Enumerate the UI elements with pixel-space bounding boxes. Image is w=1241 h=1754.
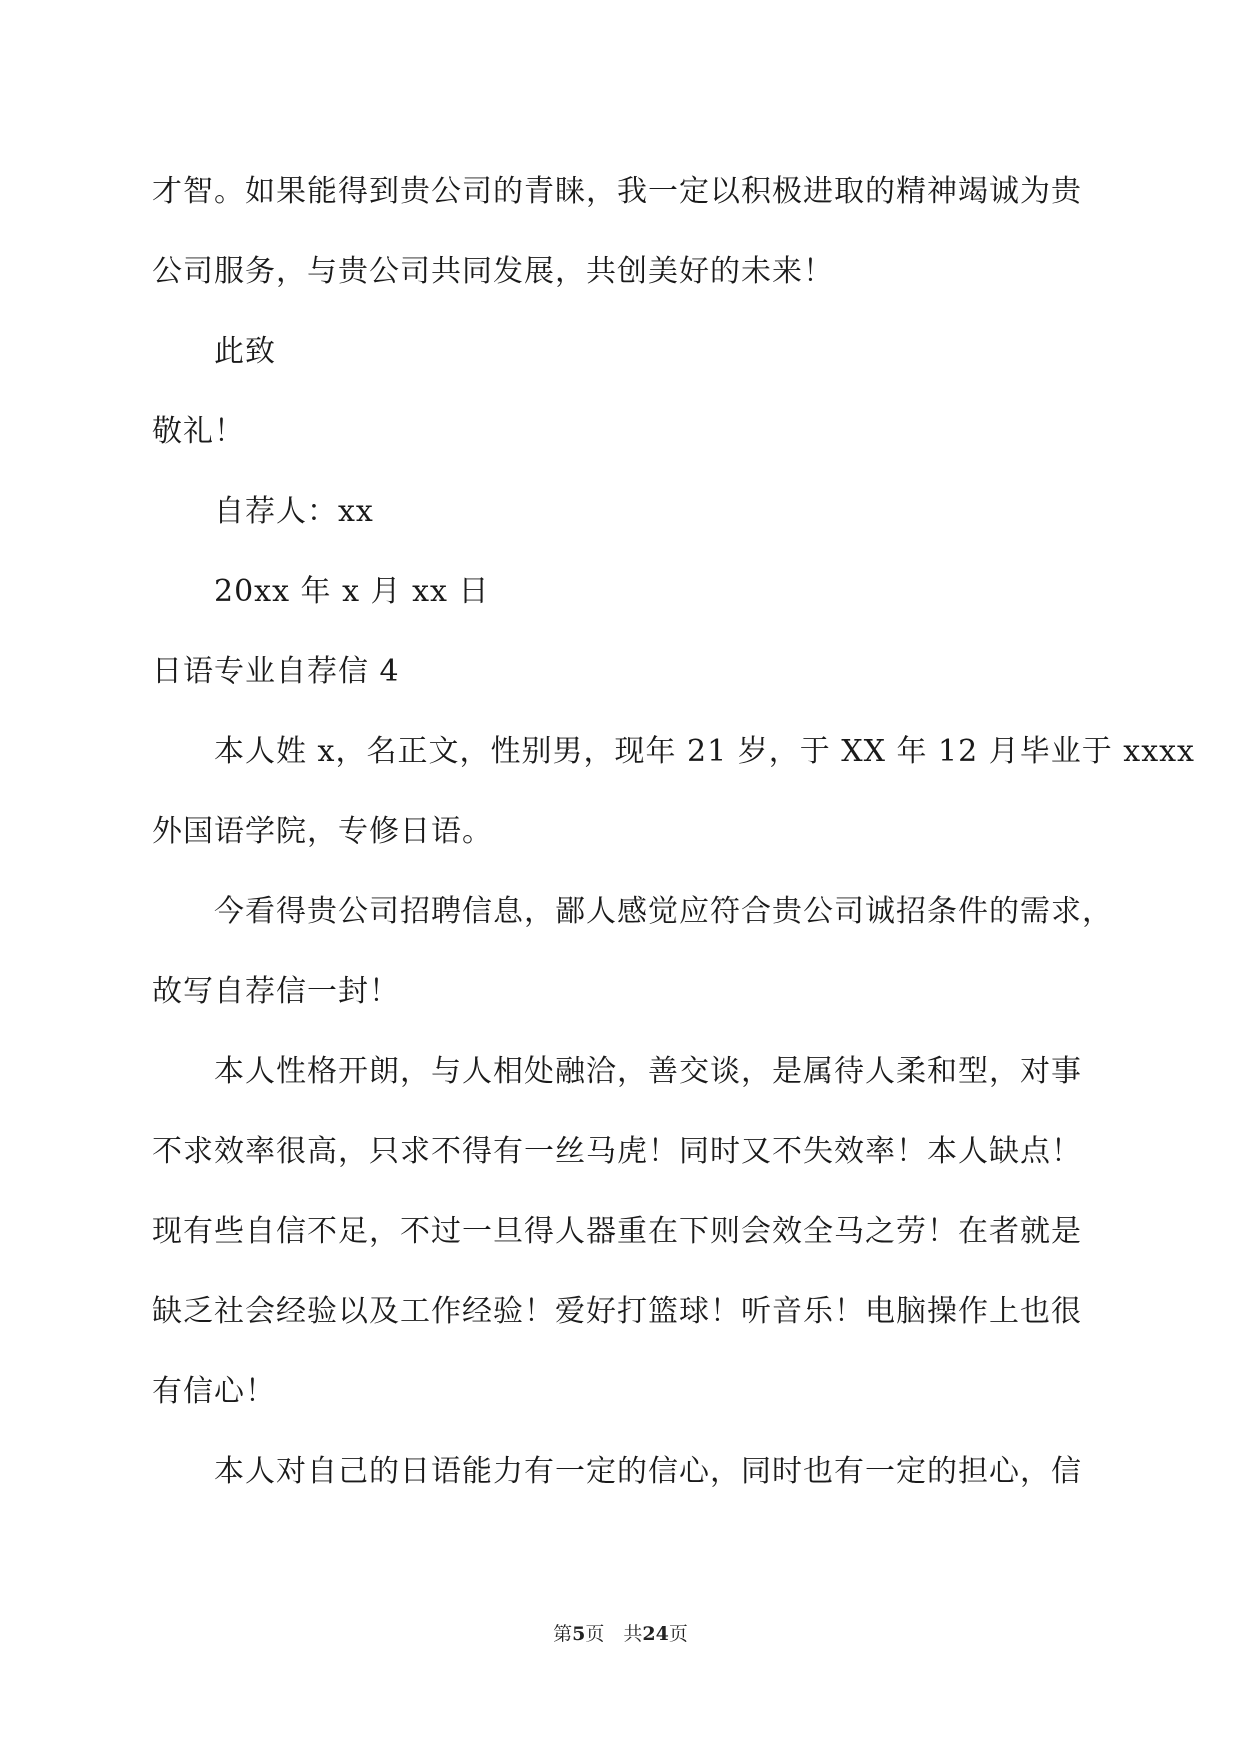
paragraph-line: 本人对自己的日语能力有一定的信心，同时也有一定的担心，信 <box>214 1454 1082 1489</box>
paragraph-line: 今看得贵公司招聘信息，鄙人感觉应符合贵公司诚招条件的需求， <box>214 894 1113 929</box>
paragraph-line: 公司服务，与贵公司共同发展，共创美好的未来！ <box>152 254 834 289</box>
paragraph-line: 故写自荐信一封！ <box>152 974 400 1009</box>
paragraph-line: 才智。如果能得到贵公司的青睐，我一定以积极进取的精神竭诚为贵 <box>152 174 1082 209</box>
page-footer <box>0 1622 1241 1646</box>
paragraph-line: 有信心！ <box>152 1374 276 1409</box>
footer-suffix: 页 <box>668 1623 688 1645</box>
total-pages-number: 24 <box>642 1623 669 1645</box>
paragraph-line: 本人姓 x，名正文，性别男，现年 21 岁，于 XX 年 12 月毕业于 xxxx <box>214 734 1195 769</box>
salutation: 敬礼！ <box>152 414 245 449</box>
footer-prefix: 第 <box>553 1623 573 1645</box>
paragraph-line: 不求效率很高，只求不得有一丝马虎！同时又不失效率！本人缺点！ <box>152 1134 1082 1169</box>
date: 20xx 年 x 月 xx 日 <box>214 574 490 609</box>
closing-phrase: 此致 <box>214 334 276 369</box>
footer-mid: 页 共 <box>585 1623 643 1645</box>
section-title: 日语专业自荐信 4 <box>152 654 400 689</box>
paragraph-line: 外国语学院，专修日语。 <box>152 814 493 849</box>
paragraph-line: 缺乏社会经验以及工作经验！爱好打篮球！听音乐！电脑操作上也很 <box>152 1294 1082 1329</box>
paragraph-line: 现有些自信不足，不过一旦得人器重在下则会效全马之劳！在者就是 <box>152 1214 1082 1249</box>
signature: 自荐人：xx <box>214 494 374 529</box>
current-page-number: 5 <box>572 1623 586 1645</box>
paragraph-line: 本人性格开朗，与人相处融洽，善交谈，是属待人柔和型，对事 <box>214 1054 1082 1089</box>
